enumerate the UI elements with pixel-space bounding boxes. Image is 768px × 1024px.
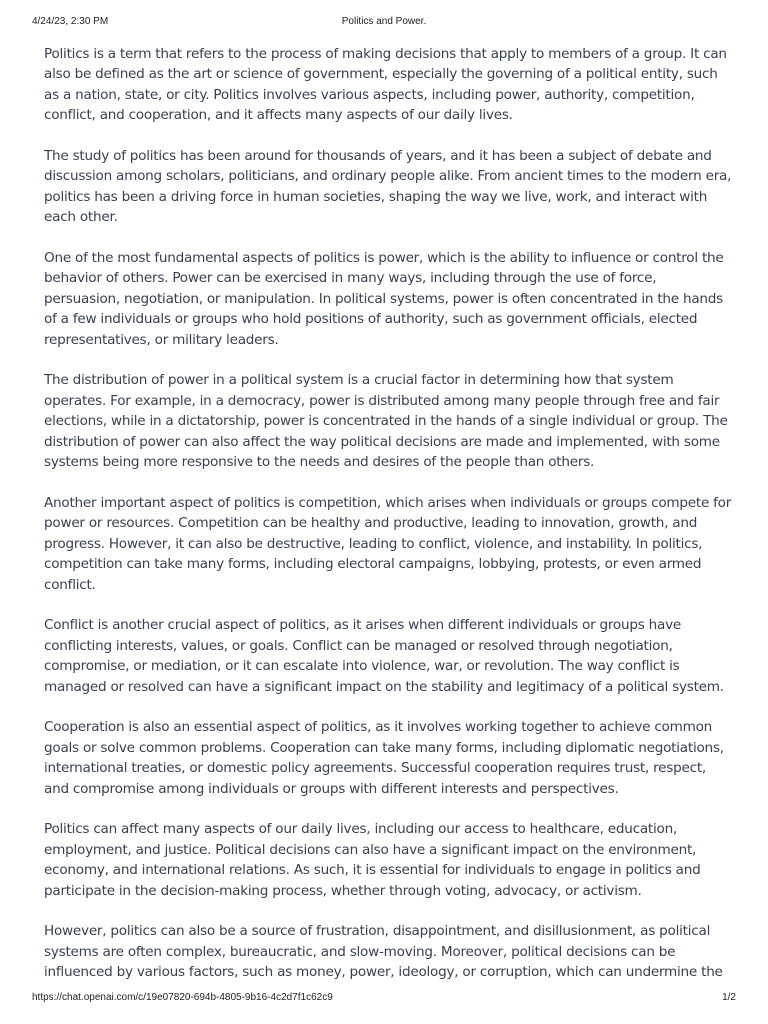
paragraph: Another important aspect of politics is competition, which arises when individuals or groups compete for power or resources. Competition can be healthy and productive, leading to innovation, growth, and progress. However, it can also be destructive, leading to conflict, violence, and instability. In politics, competition can take many forms, including electoral campaigns, lobbying, protests, or even armed conflict. xyxy=(44,494,732,593)
paragraph: Conflict is another crucial aspect of politics, as it arises when different individuals or groups have conflicting interests, values, or goals. Conflict can be managed or resolved through negotiation, compromise, or mediation, or it can escalate into violence, war, or revolution. The way conflict is managed or resolved can have a significant impact on the stability and legitimacy of a political system. xyxy=(44,617,724,695)
paragraph: However, politics can also be a source of frustration, disappointment, and disillusionment, as political systems are often complex, bureaucratic, and slow-moving. Moreover, political decisions can be influenced by various factors, such as money, power, ideology, or corruption, which can undermine the xyxy=(44,923,723,981)
page-number: 1/2 xyxy=(722,992,736,1003)
paragraph: The distribution of power in a political system is a crucial factor in determining how that system operates. For example, in a democracy, power is distributed among many people through free and fair elections, while in a dictatorship, power is concentrated in the hands of a single individual or group. The distribution of power can also affect the way political decisions are made and implemented, with some systems being more responsive to the needs and desires of the people than others. xyxy=(44,372,728,471)
article-body xyxy=(44,44,732,982)
paragraph: Politics can affect many aspects of our daily lives, including our access to healthcare, education, employment, and justice. Political decisions can also have a significant impact on the environment, economy, and international relations. As such, it is essential for individuals to engage in politics and participate in the decision-making process, whether through voting, advocacy, or activism. xyxy=(44,821,701,899)
page-url[interactable]: https://chat.openai.com/c/19e07820-694b-4805-9b16-4c2d7f1c62c9 xyxy=(32,992,333,1003)
paragraph: Politics is a term that refers to the process of making decisions that apply to members of a group. It can also be defined as the art or science of government, especially the governing of a political entity, such as a nation, state, or city. Politics involves various aspects, including power, authority, competition, conflict, and cooperation, and it affects many aspects of our daily lives. xyxy=(44,46,727,124)
paragraph: One of the most fundamental aspects of politics is power, which is the ability to influence or control the behavior of others. Power can be exercised in many ways, including through the use of force, persuasion, negotiation, or manipulation. In political systems, power is often concentrated in the hands of a few individuals or groups who hold positions of authority, such as government officials, elected representatives, or military leaders. xyxy=(44,250,724,348)
print-datetime: 4/24/23, 2:30 PM xyxy=(32,16,109,27)
print-header xyxy=(32,16,736,30)
page-title: Politics and Power. xyxy=(341,16,427,27)
paragraph: The study of politics has been around for thousands of years, and it has been a subject of debate and discussion among scholars, politicians, and ordinary people alike. From ancient times to the modern era, politics has been a driving force in human societies, shaping the way we live, work, and interact with each other. xyxy=(44,148,732,226)
print-footer xyxy=(32,992,736,1006)
paragraph: Cooperation is also an essential aspect of politics, as it involves working together to achieve common goals or solve common problems. Cooperation can take many forms, including diplomatic negotiations, international treaties, or domestic policy agreements. Successful cooperation requires trust, respect, and compromise among individuals or groups with different interests and perspectives. xyxy=(44,719,724,797)
